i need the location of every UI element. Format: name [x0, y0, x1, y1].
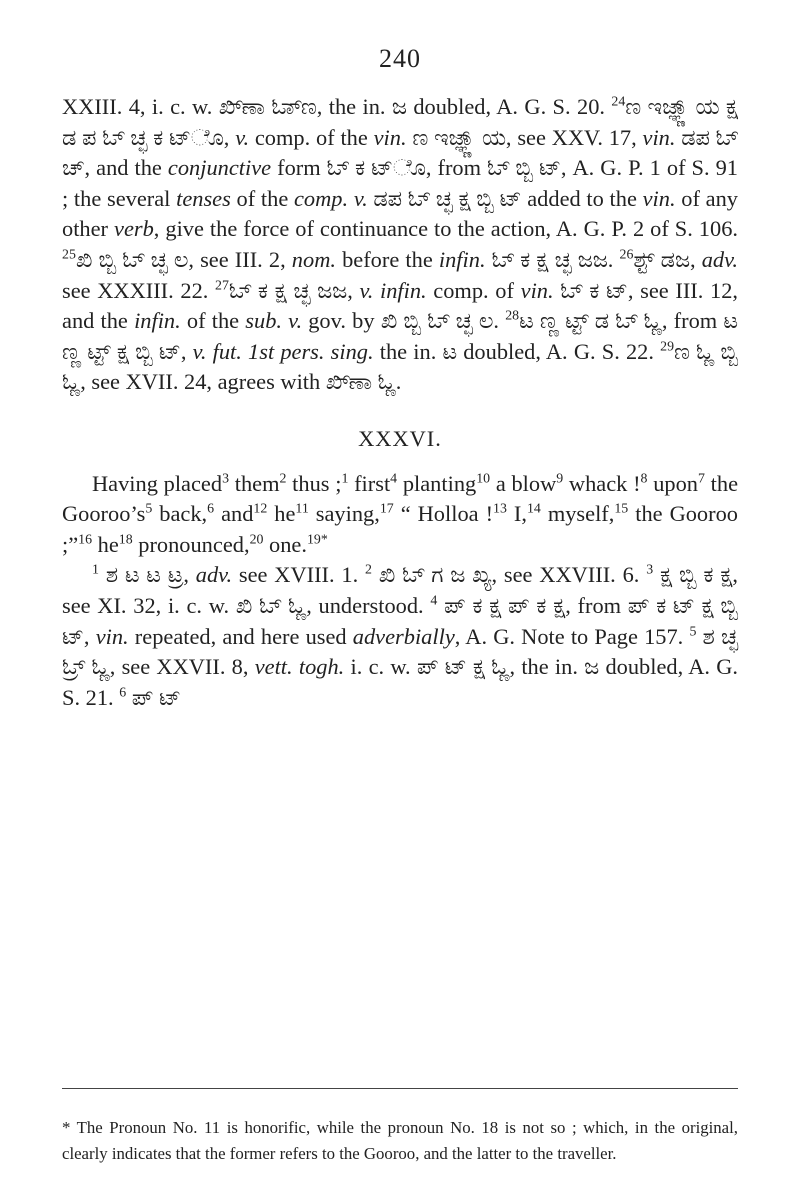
italic-term: vin. [642, 124, 676, 150]
note-marker: 27 [215, 278, 229, 294]
note-marker: 15 [614, 501, 629, 517]
text-run: comp. of the [249, 124, 374, 150]
note-marker: 25 [62, 247, 76, 263]
note-marker: 3 [222, 471, 229, 487]
text-run: thus ; [286, 470, 342, 496]
text-run: comp. of [426, 277, 521, 303]
note-marker: 4 [390, 471, 398, 487]
text-run: he [267, 501, 296, 527]
italic-term: vin. [373, 124, 407, 150]
italic-term: vett. togh. [254, 654, 345, 680]
text-run: myself, [540, 501, 615, 527]
text-run: back, [152, 501, 208, 527]
text-run: ಪ್ ಟ್ [126, 684, 181, 710]
text-run: ಶ ಟ ಟ ಟ್ರ, [98, 562, 196, 588]
text-run: ಟ ಣ್ಣ ಟ್ಟ್ ಡ ಓ್ ಓ್ಣ, from ಟ ಣ್ಣ ಟ್ಟ್ ಕ್ಷ ಬ್ಬಿ ಟ್, [62, 308, 738, 364]
text-run: see XXXIII. 22. [62, 277, 216, 303]
italic-term: nom. [291, 246, 336, 272]
text-run: before the [335, 246, 439, 272]
italic-term: v. fut. [192, 338, 242, 364]
italic-term: v. [353, 185, 368, 211]
text-run: saying, [308, 501, 380, 527]
text-run: ಓ್ ಕ ಟ್, see III. 12, and the [62, 277, 738, 334]
text-run: ಡಪ ಓ್ ಚ್ಛ ಕ್ಷ ಬ್ಬಿ ಟ್ added to the [367, 185, 643, 211]
note-marker: 7 [698, 471, 705, 487]
text-run: of the [180, 308, 246, 334]
footnote-divider [62, 1088, 738, 1089]
text-run: see XVIII. 1. [232, 562, 366, 588]
text-run: of the [230, 185, 294, 211]
text-run: I, [506, 501, 527, 527]
text-run: he [92, 531, 119, 557]
note-marker: 13 [493, 501, 507, 517]
text-run: one. [263, 531, 307, 557]
text-run: ಪ್ ಕ ಕ್ಷ ಪ್ ಕ ಕ್ಷ, from ಪ್ ಕ ಟ್ ಕ್ಷ ಬ್ಬಿ ಟ್, [62, 592, 738, 649]
text-run: planting [397, 470, 477, 496]
note-marker: 5 [145, 501, 153, 517]
text-run: repeated, and here used [128, 623, 353, 649]
italic-term: vin. [642, 185, 676, 211]
italic-term: v. infin. [359, 277, 427, 303]
text-run: ಣ ಓ್ಣ ಬ್ಬಿ ಓ್ಣ, see XVII. 24, agrees with ಖಿ್ಣಾ ಓ್ಣ. [62, 338, 739, 395]
text-run: them [229, 470, 280, 496]
page-number: 240 [379, 44, 421, 73]
note-marker: 6 [207, 501, 215, 517]
italic-term: conjunctive [167, 155, 272, 181]
text-run: ಡಪ ಓ್ ಚ್, and the [62, 124, 738, 181]
note-marker: 10 [476, 471, 491, 487]
note-marker: 16 [78, 532, 93, 548]
italic-term: vin. [520, 277, 554, 303]
text-run: “ Holloa ! [393, 501, 494, 527]
text-run: ಓ್ ಕ ಕ್ಷ ಚ್ಛ ಜಜ. [485, 246, 620, 272]
text-run: , A. G. Note to Page 157. [454, 623, 690, 649]
note-marker: 5 [689, 624, 697, 640]
note-marker: 14 [526, 501, 541, 517]
text-run: ಣ ಇಜ್ಞ್ಣಾ್ಯ ಕ್ಷ ಡ ಪ ಓ್ ಚ್ಛ ಕ ಟ್ೊ, [62, 94, 739, 150]
text-run: i. c. w. ಪ್ ಟ್ ಕ್ಷ ಓ್ಣ, the in. ಜ doubled, A. G. S. 21. [62, 654, 738, 710]
italic-term: adverbially [352, 623, 455, 649]
text-run: gov. by ಖಿ ಬ್ಬಿ ಓ್ ಚ್ಛ ಲ. [302, 308, 506, 334]
text-run: the Gooroo ;” [62, 501, 738, 557]
note-marker: 17 [379, 501, 394, 517]
note-marker: 4 [430, 593, 438, 609]
note-marker: 11 [295, 501, 309, 517]
text-run: the Gooroo’s [62, 470, 739, 527]
text-run: a blow [490, 470, 557, 496]
text-run: the in. ಟ doubled, A. G. S. 22. [373, 338, 661, 364]
italic-term: 1st pers. sing. [248, 338, 374, 364]
text-run: whack ! [563, 470, 641, 496]
note-marker: 9 [556, 471, 564, 487]
text-run: ಖಿ ಓ್ ಗ ಜ ಖ್ಯ, see XXVIII. 6. [371, 562, 647, 588]
italic-term: sub. v. [245, 308, 303, 334]
text-run: upon [647, 470, 698, 496]
text-run: first [348, 470, 391, 496]
note-marker: 8 [640, 471, 648, 487]
text-run: Having placed [92, 470, 223, 496]
main-text [62, 92, 738, 713]
text-run: ಕ್ಷ ಬ್ಬಿ ಕ ಕ್ಷ, see XI. 32, i. c. w. ಖಿ ಓ್ ಓ್ಣ, understood. [62, 562, 738, 618]
note-marker: 29 [660, 339, 674, 355]
text-run: ಓ್ ಕ ಕ್ಷ ಚ್ಛ ಜಜ, [228, 277, 360, 303]
text-run: ಶ ಚ್ಛ ಓ್ರ್ ಓ್ಣ, see XXVII. 8, [62, 623, 739, 680]
note-marker: 19* [306, 532, 328, 548]
text-run: ಣ ಇಜ್ಞ್ಣಾ್ಯ, see XXV. 17, [406, 124, 643, 150]
italic-term: verb [114, 216, 154, 242]
italic-term: infin. [134, 308, 181, 334]
note-marker: 12 [253, 501, 268, 517]
note-marker: 1 [92, 562, 99, 578]
note-marker: 6 [119, 685, 127, 701]
text-run: XXIII. 4, i. c. w. ಖಿ್ಣಾ ಓಾ್ಣ, the in. ಜ doubled, A. G. S. 20. [62, 94, 612, 119]
italic-term: vin. [95, 623, 129, 649]
italic-term: infin. [438, 246, 486, 272]
italic-term: comp. [293, 185, 349, 211]
text-run: form ಓ್ ಕ ಟ್ೊ, from ಓ್ ಬ್ಬಿ ಟ್, A. G. P. 1 of S. 91 ; the several [62, 155, 739, 211]
note-marker: 18 [118, 532, 133, 548]
note-marker: 2 [279, 471, 287, 487]
note-marker: 26 [619, 247, 634, 263]
note-marker: 20 [249, 532, 264, 548]
italic-term: v. [235, 124, 250, 150]
note-marker: 1 [341, 471, 349, 487]
note-marker: 28 [505, 308, 520, 324]
section-heading: XXXVI. [358, 425, 442, 451]
notes-xxxvi-paragraph [62, 560, 738, 713]
note-marker: 24 [611, 94, 626, 110]
italic-term: tenses [176, 185, 231, 211]
text-run: of any other [62, 185, 738, 242]
note-marker: 2 [365, 562, 372, 578]
note-marker: 3 [646, 562, 654, 578]
text-run: ಖಿ ಬ್ಬಿ ಓ್ ಚ್ಛ ಲ, see III. 2, [75, 246, 292, 272]
text-run: ಶ್ಟ್ ಡಜ, [633, 246, 702, 272]
text-run: , give the force of continuance to the action, A. G. P. 2 of S. 106. [153, 216, 738, 242]
italic-term: adv. [195, 562, 233, 588]
text-run: pronounced, [132, 531, 250, 557]
footnote: * The Pronoun No. 11 is honorific, while the pronoun No. 18 is not so ; which, in the original, clearly indicates that the former refers to the Gooroo, and the latter to the traveller. [62, 1117, 738, 1163]
italic-term: adv. [701, 246, 738, 272]
text-run: and [214, 501, 254, 527]
translation-paragraph [62, 469, 738, 561]
notes-xxiii-paragraph [62, 92, 738, 398]
